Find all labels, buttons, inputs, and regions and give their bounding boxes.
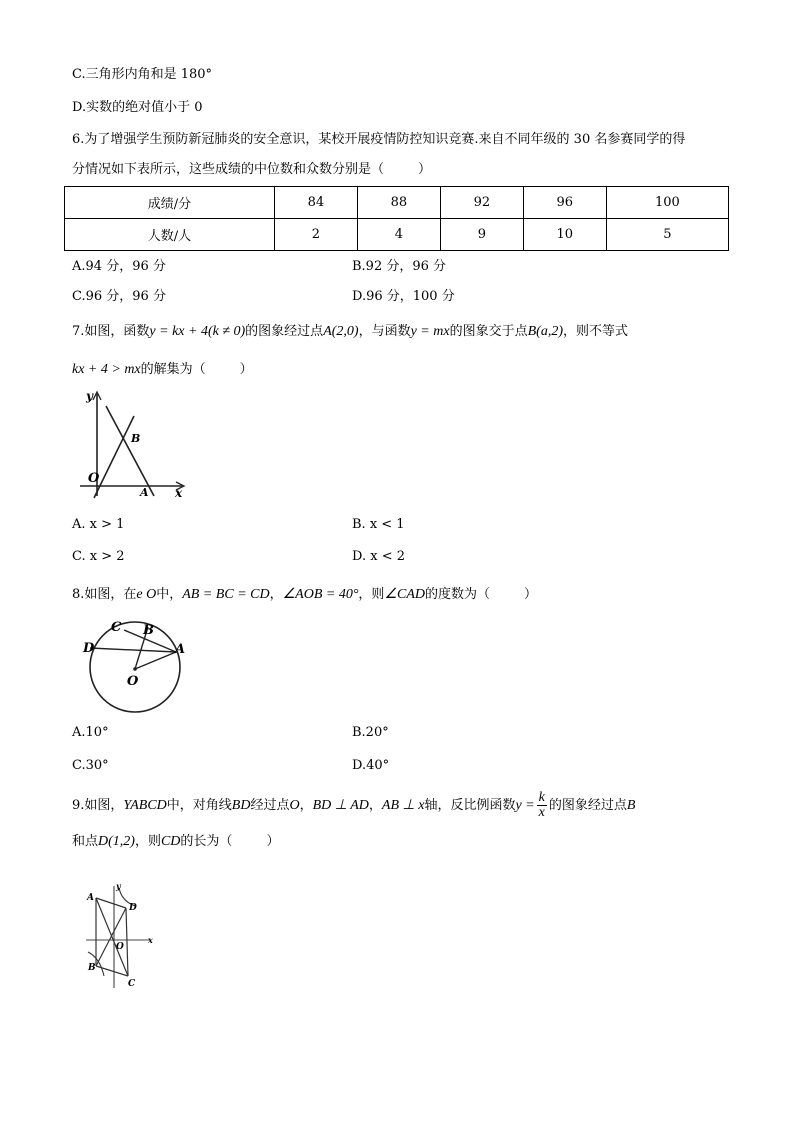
origin-label: O — [116, 942, 124, 952]
q9-formula: YABCD — [123, 798, 167, 813]
q9-stem-line2 — [72, 833, 279, 851]
q7-formula: B(a,2) — [527, 324, 563, 339]
q9-text: 和点 — [72, 834, 99, 849]
q8-stem — [72, 586, 537, 604]
point-a-label: A — [140, 486, 149, 499]
q9-text: 经过点 — [250, 798, 290, 813]
y-axis-label: y — [86, 389, 93, 403]
q8-option-a: A.10° — [72, 725, 109, 740]
table-cell: 92 — [440, 187, 523, 219]
q9-stem-line1 — [72, 791, 635, 820]
q9-formula: CD — [160, 834, 181, 849]
x-axis-label: x — [175, 486, 183, 500]
q9-formula: BD — [231, 798, 251, 813]
table-row — [65, 187, 729, 219]
table-cell: 88 — [357, 187, 440, 219]
q8-text: 的度数为（ — [425, 587, 491, 602]
q7-option-d: D. x < 2 — [352, 549, 405, 564]
q7-text: 7.如图，函数 — [72, 324, 150, 339]
q9-text: ，则 — [134, 834, 161, 849]
q7-formula: y = kx + 4(k ≠ 0) — [149, 324, 246, 339]
table-cell: 4 — [357, 219, 440, 251]
table-row — [65, 219, 729, 251]
center-dot — [133, 667, 137, 671]
table-cell: 9 — [440, 219, 523, 251]
q7-text: 的图象交于点 — [449, 324, 528, 339]
table-cell: 2 — [274, 219, 357, 251]
q8-formula: ∠CAD — [384, 587, 425, 602]
q9-fraction — [537, 791, 547, 820]
q7-formula: A(2,0) — [323, 324, 359, 339]
point-b-label: B — [88, 963, 96, 973]
point-a-label: A — [87, 893, 94, 903]
q6-option-c: C.96 分，96 分 — [72, 289, 166, 304]
q9-paren-close: ） — [266, 834, 280, 849]
q9-formula: AB ⊥ x — [381, 798, 425, 813]
point-c-label: C — [128, 979, 136, 989]
q7-option-b: B. x < 1 — [352, 517, 405, 532]
q5-option-d: D.实数的绝对值小于 0 — [72, 100, 203, 115]
point-a-label: A — [175, 642, 186, 657]
q7-paren-close: ） — [239, 362, 253, 377]
q6-paren-close: ） — [418, 162, 432, 177]
q6-stem-line2 — [72, 161, 431, 179]
radius-oa — [135, 652, 176, 669]
q6-stem-line1: 6.为了增强学生预防新冠肺炎的安全意识，某校开展疫情防控知识竞赛.来自不同年级的 30 名参赛同学的得 — [72, 132, 686, 147]
q8-text: 中， — [156, 587, 183, 602]
q7-figure — [72, 386, 197, 504]
q8-formula: AB = BC = CD — [182, 587, 270, 602]
x-axis-label: x — [148, 935, 153, 945]
q8-text: ，则 — [358, 587, 385, 602]
q8-formula: e O — [136, 587, 157, 602]
y-axis-label: y — [116, 881, 121, 891]
fraction-numerator: k — [538, 790, 545, 805]
point-c-label: C — [111, 620, 122, 635]
segment-bc — [96, 966, 128, 976]
q9-formula: y = — [515, 798, 535, 813]
q9-formula: BD ⊥ AD — [312, 798, 369, 813]
q8-text: 8.如图，在 — [72, 587, 137, 602]
q9-text: ， — [299, 798, 313, 813]
q9-text: 轴，反比例函数 — [424, 798, 516, 813]
table-cell: 84 — [274, 187, 357, 219]
q8-formula: ∠AOB = 40° — [282, 587, 359, 602]
q6-stem-text: 分情况如下表所示，这些成绩的中位数和众数分别是（ — [72, 162, 385, 177]
q8-figure — [78, 617, 196, 717]
table-cell: 10 — [523, 219, 606, 251]
q8-option-d: D.40° — [352, 758, 390, 773]
q8-paren-close: ） — [524, 587, 538, 602]
point-d-label: D — [129, 903, 137, 913]
q6-option-d: D.96 分，100 分 — [352, 289, 455, 304]
q8-option-b: B.20° — [352, 725, 389, 740]
q7-formula: kx + 4 > mx — [72, 362, 141, 377]
score-table — [64, 186, 729, 251]
q7-option-a: A. x > 1 — [72, 517, 125, 532]
q7-stem-line2 — [72, 361, 253, 379]
chord-da — [90, 648, 176, 652]
q7-text: 的图象经过点 — [245, 324, 324, 339]
q7-option-c: C. x > 2 — [72, 549, 125, 564]
segment-ad — [96, 898, 126, 908]
q7-text: ，与函数 — [358, 324, 411, 339]
q9-text: 的图象经过点 — [548, 798, 627, 813]
table-cell: 100 — [606, 187, 728, 219]
q8-text: ， — [269, 587, 283, 602]
q9-figure — [84, 880, 164, 990]
origin-label: O — [88, 471, 100, 486]
q7-text: 的解集为（ — [140, 362, 206, 377]
q9-text: 的长为（ — [180, 834, 233, 849]
q7-text: ，则不等式 — [563, 324, 629, 339]
table-cell: 成绩/分 — [65, 187, 275, 219]
q7-formula: y = mx — [410, 324, 450, 339]
q9-formula: D(1,2) — [98, 834, 135, 849]
q6-option-a: A.94 分，96 分 — [72, 259, 166, 274]
point-b-label: B — [143, 623, 154, 638]
table-cell: 人数/人 — [65, 219, 275, 251]
table-cell: 96 — [523, 187, 606, 219]
point-b-label: B — [131, 432, 141, 445]
point-d-label: D — [83, 641, 95, 656]
fraction-denominator: x — [538, 805, 545, 820]
q9-text: 9.如图， — [72, 798, 124, 813]
center-o-label: O — [127, 674, 139, 689]
q9-formula: O — [289, 798, 300, 813]
table-cell: 5 — [606, 219, 728, 251]
q9-formula: B — [626, 798, 636, 813]
q9-text: ， — [368, 798, 382, 813]
q7-stem-line1 — [72, 323, 628, 341]
segment-dc — [126, 908, 128, 976]
line-kx-plus-4 — [106, 406, 154, 496]
diagonal-bd — [96, 908, 126, 966]
q9-text: 中，对角线 — [166, 798, 232, 813]
q8-option-c: C.30° — [72, 758, 109, 773]
q5-option-c: C.三角形内角和是 180° — [72, 67, 213, 82]
q6-option-b: B.92 分，96 分 — [352, 259, 447, 274]
diagonal-ac — [96, 898, 128, 976]
